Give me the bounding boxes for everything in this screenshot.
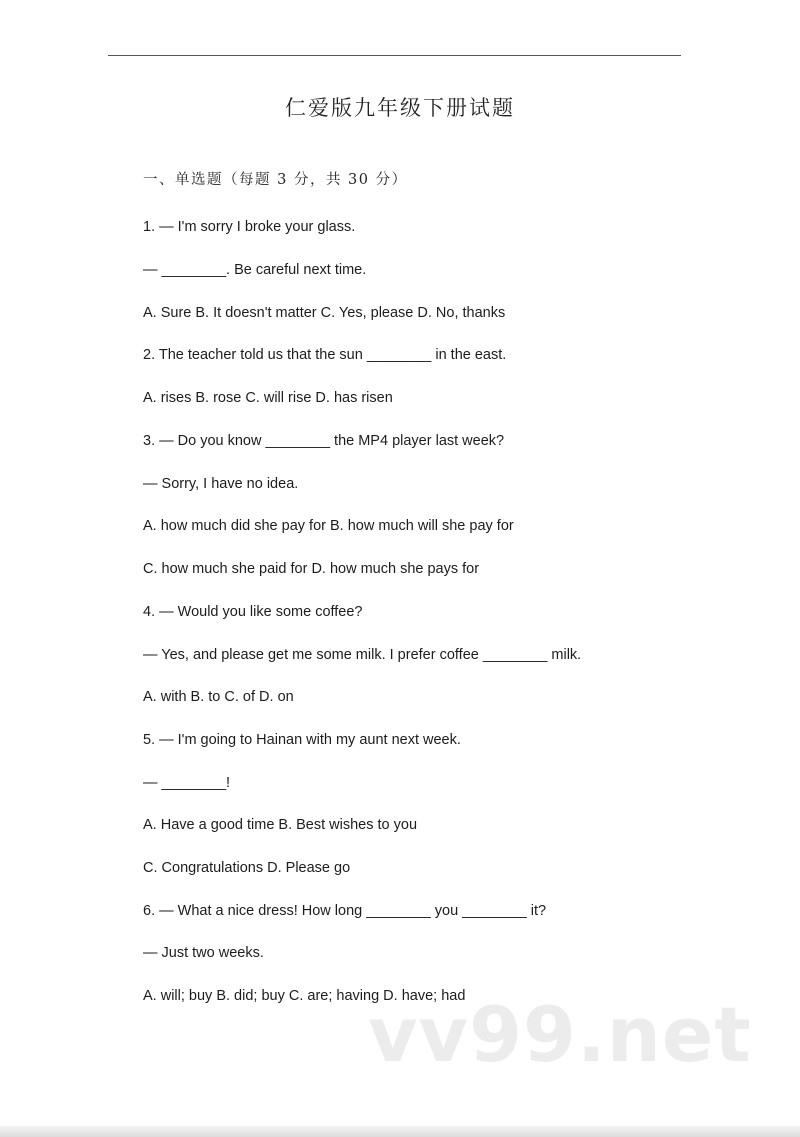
question-2-stem: 2. The teacher told us that the sun ________ in the east.	[143, 347, 507, 363]
header-rule	[108, 55, 681, 56]
question-5-options-ab: A. Have a good time B. Best wishes to you	[143, 817, 418, 833]
section-heading: 一、单选题（每题 3 分，共 30 分）	[143, 172, 408, 188]
question-6-options: A. will; buy B. did; buy C. are; having D. have; had	[143, 988, 466, 1004]
question-5-options-cd: C. Congratulations D. Please go	[143, 860, 351, 876]
watermark: vv99.net	[368, 990, 752, 1079]
question-5-reply: — ________!	[143, 775, 231, 791]
question-2-options: A. rises B. rose C. will rise D. has risen	[143, 390, 393, 406]
question-1-stem: 1. — I'm sorry I broke your glass.	[143, 219, 356, 235]
question-3-reply: — Sorry, I have no idea.	[143, 476, 299, 492]
question-6-stem: 6. — What a nice dress! How long ________ you ________ it?	[143, 903, 547, 919]
question-4-options: A. with B. to C. of D. on	[143, 689, 294, 705]
question-4-stem: 4. — Would you like some coffee?	[143, 604, 363, 620]
question-6-reply: — Just two weeks.	[143, 945, 264, 961]
question-1-options: A. Sure B. It doesn't matter C. Yes, please D. No, thanks	[143, 305, 506, 321]
question-5-stem: 5. — I'm going to Hainan with my aunt next week.	[143, 732, 461, 748]
question-1-reply: — ________. Be careful next time.	[143, 262, 367, 278]
page-title: 仁爱版九年级下册试题	[285, 96, 515, 120]
question-3-stem: 3. — Do you know ________ the MP4 player last week?	[143, 433, 505, 449]
question-4-reply: — Yes, and please get me some milk. I prefer coffee ________ milk.	[143, 647, 582, 663]
question-3-options-ab: A. how much did she pay for B. how much will she pay for	[143, 518, 514, 534]
page-bottom-edge	[0, 1126, 800, 1137]
question-3-options-cd: C. how much she paid for D. how much she pays for	[143, 561, 480, 577]
